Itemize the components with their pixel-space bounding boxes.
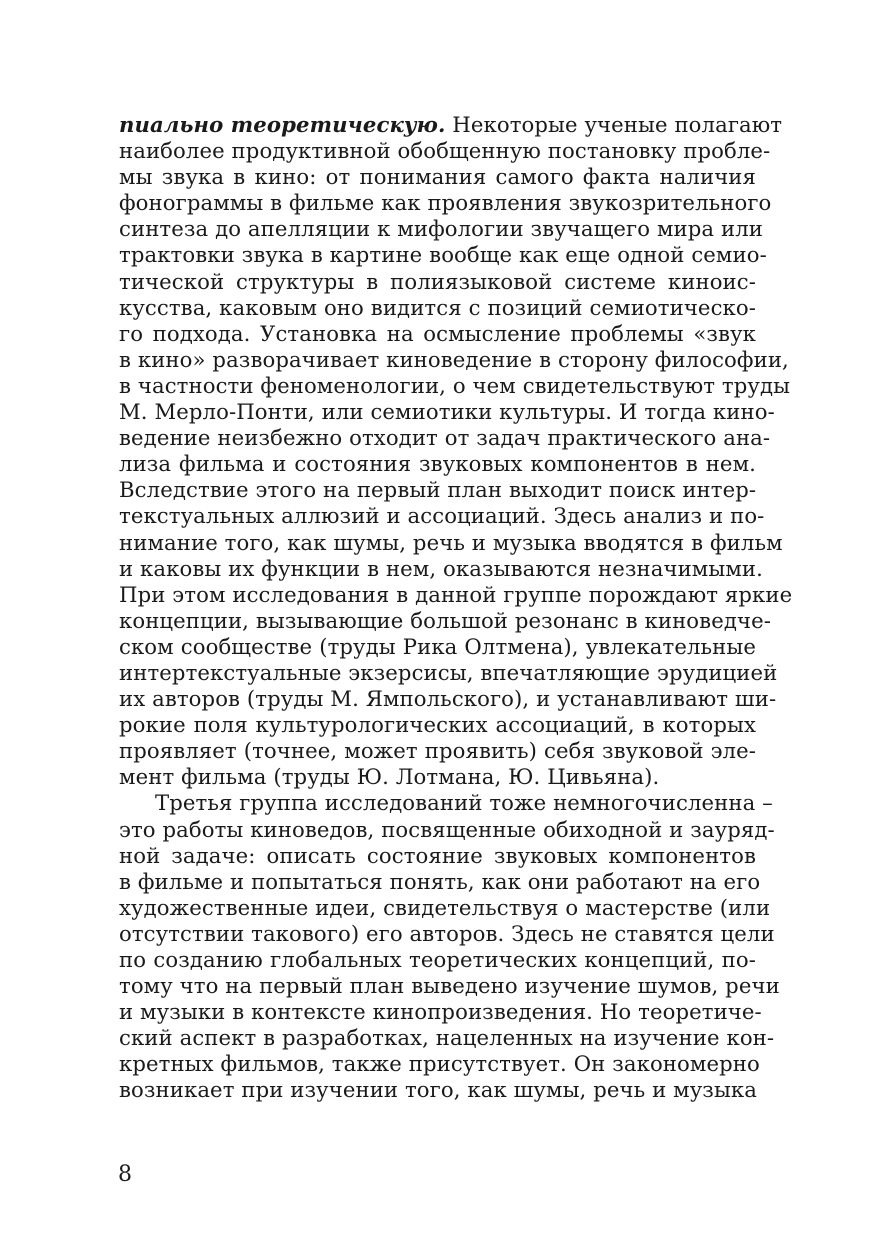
text-line: в фильме и попытаться понять, как они работают на его	[119, 868, 761, 894]
text-line: синтеза до апелляции к мифологии звучащего мира или	[119, 216, 763, 242]
text-line: и каковы их функции в нем, оказываются незначимыми.	[119, 555, 763, 581]
text-line: фонограммы в фильме как проявления звукозрительного	[119, 190, 772, 216]
text-line: ский аспект в разработках, нацеленных на изучение кон-	[119, 1025, 775, 1051]
text-line: го подхода. Установка на осмысление проблемы «звук	[119, 320, 756, 346]
text-line: интертекстуальные экзерсисы, впечатляющие эрудицией	[119, 659, 778, 685]
paragraph-2	[119, 790, 780, 1103]
text-line: по созданию глобальных теоретических концепций, по-	[119, 947, 756, 972]
text-line: Третья группа исследований тоже немногочисленна –	[155, 790, 773, 816]
text-line: кретных фильмов, также присутствует. Он закономерно	[119, 1051, 760, 1077]
text-line: мент фильма (труды Ю. Лотмана, Ю. Цивьяна).	[119, 764, 660, 790]
text-line: лиза фильма и состояния звуковых компонентов в нем.	[119, 451, 756, 477]
text-line: нимание того, как шумы, речь и музыка вводятся в фильм	[119, 529, 783, 555]
body-text	[119, 112, 793, 1104]
text-line: кусства, каковым оно видится с позиций семиотическо-	[119, 294, 756, 320]
text-line: это работы киноведов, посвященные обиходной и зауряд-	[119, 816, 775, 842]
text-line: проявляет (точнее, может проявить) себя звуковой эле-	[119, 738, 756, 764]
text-line: наиболее продуктивной обобщенную постановку пробле-	[119, 138, 771, 164]
text-line: отсутствии такового) его авторов. Здесь не ставятся цели	[119, 920, 775, 946]
text-line: тической структуры в полиязыковой системе киноис-	[119, 268, 756, 294]
text-line: ведение неизбежно отходит от задач практического ана-	[119, 425, 771, 451]
text-line: в кино» разворачивает киноведение в сторону философии,	[119, 346, 789, 372]
text-line: рокие поля культурологических ассоциаций, в которых	[119, 712, 756, 738]
page-number: 8	[118, 1162, 132, 1187]
paragraph-1	[119, 112, 793, 790]
text-line: текстуальных аллюзий и ассоциаций. Здесь анализ и по-	[119, 503, 765, 529]
text-line: художественные идеи, свидетельствуя о мастерстве (или	[119, 894, 771, 920]
text-line: Вследствие этого на первый план выходит поиск интер-	[119, 477, 757, 503]
text-line: При этом исследования в данной группе порождают яркие	[119, 581, 793, 607]
text-line: их авторов (труды М. Ямпольского), и устанавливают ши-	[119, 686, 777, 712]
text-line: и музыки в контексте кинопроизведения. Но теоретиче-	[119, 999, 762, 1025]
text-line: М. Мерло-Понти, или семиотики культуры. И тогда кино-	[119, 399, 775, 425]
text-line: тому что на первый план выведено изучение шумов, речи	[119, 973, 780, 999]
text-line: возникает при изучении того, как шумы, речь и музыка	[119, 1077, 757, 1103]
text-line: трактовки звука в картине вообще как еще одной семио-	[119, 242, 767, 268]
text-line: пиально теоретическую. Некоторые ученые полагают	[119, 112, 783, 137]
text-line: ском сообществе (труды Рика Олтмена), увлекательные	[119, 633, 756, 659]
emphasized-text: пиально теоретическую.	[119, 112, 446, 137]
text-line: концепции, вызывающие большой резонанс в киноведче-	[119, 607, 771, 633]
text-line: в частности феноменологии, о чем свидетельствуют труды	[119, 372, 791, 398]
text-line: ной задаче: описать состояние звуковых компонентов	[119, 842, 756, 868]
text-line: мы звука в кино: от понимания самого факта наличия	[119, 164, 756, 190]
